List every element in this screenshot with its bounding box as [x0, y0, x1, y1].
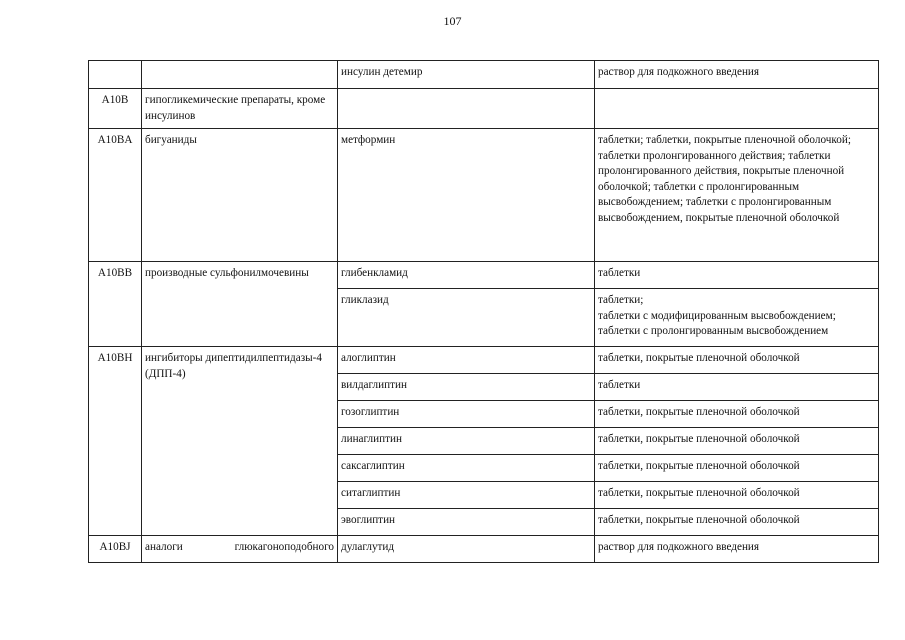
drug-cell: гликлазид [338, 289, 595, 347]
page-number: 107 [443, 14, 462, 28]
form-cell: таблетки, покрытые пленочной оболочкой [595, 428, 879, 455]
atc-code-cell: A10BB [89, 262, 142, 347]
drug-table [88, 60, 879, 563]
atc-code-cell: A10BJ [89, 536, 142, 563]
group-cell [142, 61, 338, 89]
form-cell: таблетки, покрытые пленочной оболочкой [595, 509, 879, 536]
drug-cell: саксаглиптин [338, 455, 595, 482]
drug-cell: вилдаглиптин [338, 374, 595, 401]
form-cell: таблетки, покрытые пленочной оболочкой [595, 401, 879, 428]
form-item: таблетки пролонгированного действия, покрытые пленочной оболочкой; [598, 149, 845, 193]
table-row [89, 536, 879, 563]
form-cell [595, 129, 879, 262]
form-cell: раствор для подкожного введения [595, 536, 879, 563]
form-item: таблетки, покрытые пленочной оболочкой; [646, 134, 851, 146]
form-cell [595, 289, 879, 347]
table-row [89, 262, 879, 289]
drug-cell: ситаглиптин [338, 482, 595, 509]
group-cell: ингибиторы дипептидилпептидазы-4 (ДПП-4) [142, 347, 338, 536]
group-cell: гипогликемические препараты, кроме инсулинов [142, 89, 338, 129]
drug-cell: дулаглутид [338, 536, 595, 563]
drug-cell: эвоглиптин [338, 509, 595, 536]
atc-code-cell: A10B [89, 89, 142, 129]
drug-cell: линаглиптин [338, 428, 595, 455]
form-item: таблетки; [598, 134, 644, 146]
atc-code-cell [89, 61, 142, 89]
group-cell: бигуаниды [142, 129, 338, 262]
form-item: таблетки с пролонгированным высвобождением; [598, 180, 800, 208]
form-cell: таблетки, покрытые пленочной оболочкой [595, 347, 879, 374]
form-item: таблетки с модифицированным высвобождением; [598, 309, 836, 322]
drug-cell: метформин [338, 129, 595, 262]
form-cell: таблетки [595, 374, 879, 401]
form-cell [595, 89, 879, 129]
form-cell: таблетки [595, 262, 879, 289]
drug-cell: гозоглиптин [338, 401, 595, 428]
table-row [89, 89, 879, 129]
table-row [89, 347, 879, 374]
atc-code-cell: A10BH [89, 347, 142, 536]
drug-cell: инсулин детемир [338, 61, 595, 89]
drug-cell [338, 89, 595, 129]
table-row [89, 61, 879, 89]
group-cell: производные сульфонилмочевины [142, 262, 338, 347]
table-row [89, 129, 879, 262]
drug-cell: глибенкламид [338, 262, 595, 289]
form-item: таблетки с пролонгированным высвобождением, покрытые пленочной оболочкой [598, 196, 840, 224]
drug-cell: алоглиптин [338, 347, 595, 374]
form-cell: таблетки, покрытые пленочной оболочкой [595, 482, 879, 509]
form-item: таблетки с пролонгированным высвобождением [598, 325, 829, 337]
form-item: таблетки пролонгированного действия; [598, 149, 786, 162]
form-cell: раствор для подкожного введения [595, 61, 879, 89]
group-cell: аналоги глюкагоноподобного [142, 536, 338, 563]
form-item: таблетки; [598, 294, 644, 306]
atc-code-cell: A10BA [89, 129, 142, 262]
form-cell: таблетки, покрытые пленочной оболочкой [595, 455, 879, 482]
